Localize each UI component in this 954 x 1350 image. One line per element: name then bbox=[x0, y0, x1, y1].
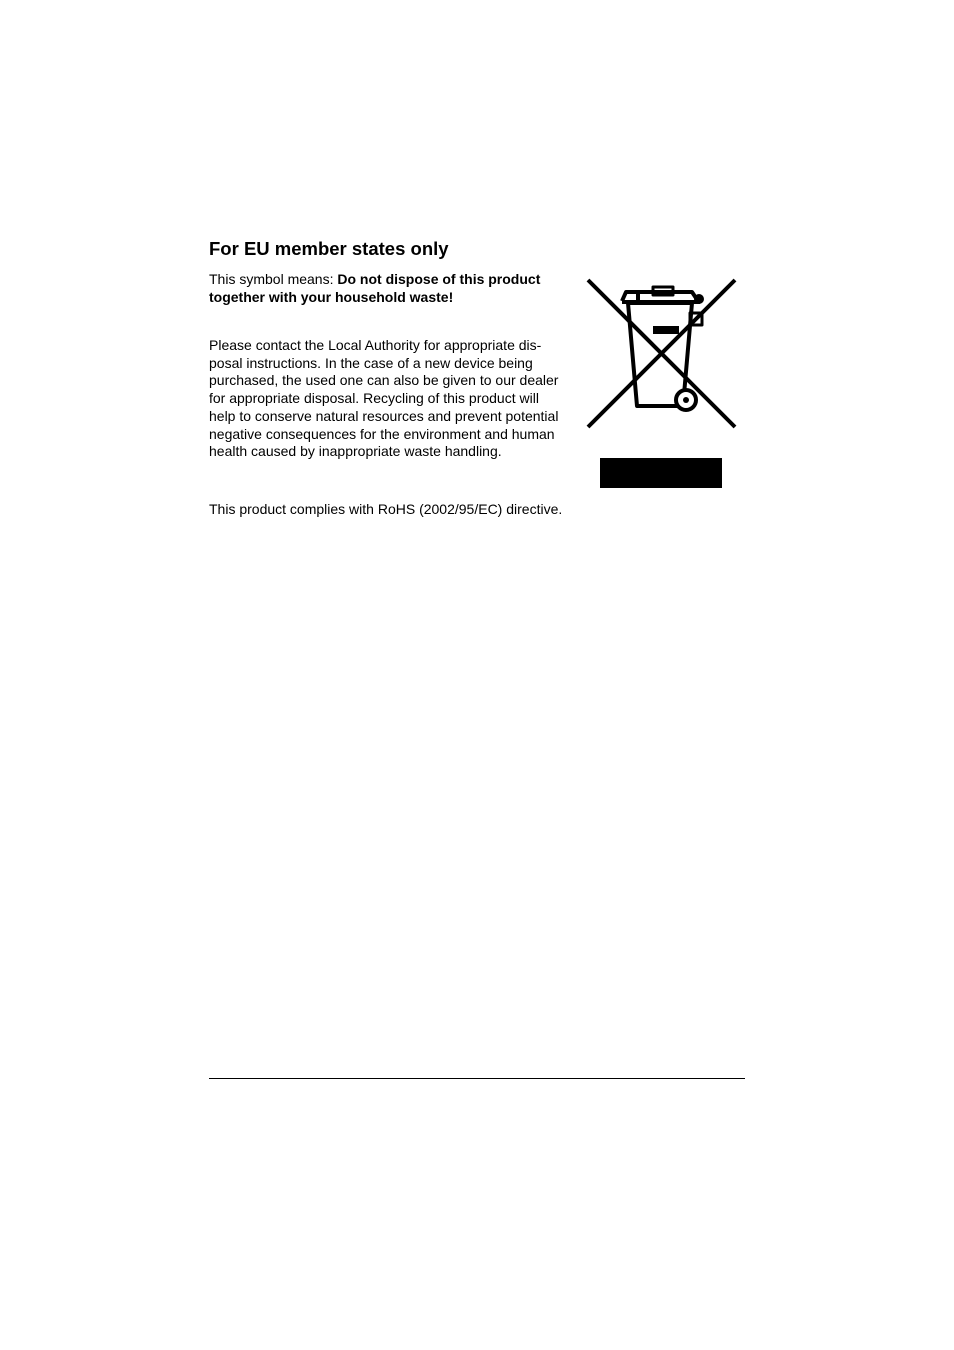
disposal-line: help to conserve natural resources and prevent potential bbox=[209, 407, 559, 424]
disposal-line: posal instructions. In the case of a new device being bbox=[209, 354, 533, 371]
footer-divider bbox=[209, 1078, 745, 1079]
crossed-out-wheelie-bin-icon bbox=[582, 276, 740, 432]
disposal-line: for appropriate disposal. Recycling of this product will bbox=[209, 390, 539, 407]
symbol-meaning-warning-1: Do not dispose of this product bbox=[337, 271, 541, 287]
symbol-meaning-warning-2: together with your household waste! bbox=[209, 288, 454, 305]
rohs-statement: This product complies with RoHS (2002/95/EC) directive. bbox=[209, 501, 563, 517]
page-heading: For EU member states only bbox=[209, 238, 449, 259]
symbol-meaning-paragraph bbox=[209, 271, 579, 306]
disposal-line: health caused by inappropriate waste handling. bbox=[209, 443, 502, 460]
disposal-line: purchased, the used one can also be given to our dealer bbox=[209, 372, 559, 389]
symbol-meaning-prefix: This symbol means: bbox=[209, 271, 338, 287]
disposal-line: Please contact the Local Authority for appropriate dis- bbox=[209, 337, 542, 353]
symbol-underline-bar bbox=[600, 458, 722, 488]
symbol-meaning-line-1 bbox=[209, 271, 579, 289]
disposal-instructions-paragraph bbox=[209, 337, 579, 461]
disposal-line: negative consequences for the environment and human bbox=[209, 425, 555, 442]
